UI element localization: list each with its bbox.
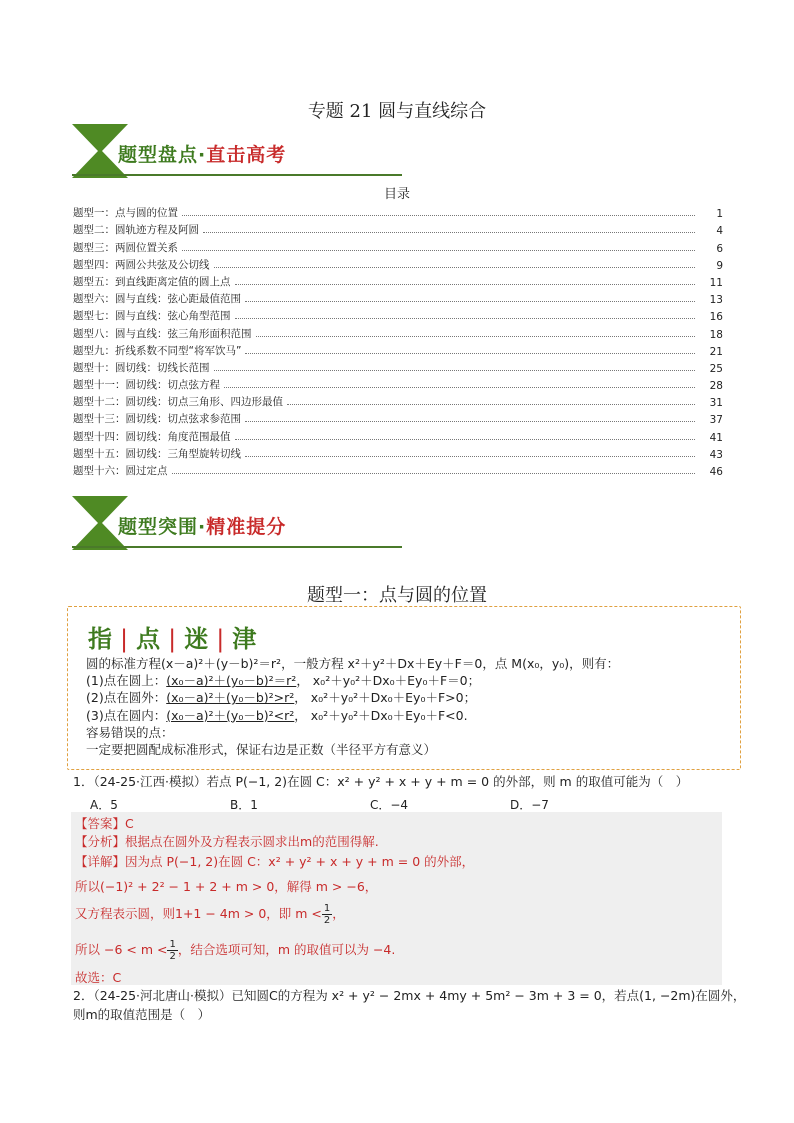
toc-label: 题型二：圆轨迹方程及阿圆 <box>73 224 199 237</box>
banner-text-green: 题型盘点· <box>118 144 207 166</box>
tips-heading: 指 | 点 | 迷 | 津 <box>88 625 259 653</box>
detail-line-2: 所以(−1)² + 2² − 1 + 2 + m > 0，解得 m > −6， <box>75 879 378 894</box>
banner-text-red: 直击高考 <box>206 144 287 166</box>
toc-row[interactable] <box>73 272 723 289</box>
toc-leader <box>235 318 696 319</box>
toc-page: 11 <box>709 276 723 289</box>
tips-line: 容易错误的点： <box>86 724 174 740</box>
toc-row[interactable] <box>73 289 723 306</box>
toc-page: 41 <box>709 431 723 444</box>
toc-page: 4 <box>716 225 723 238</box>
toc-row[interactable] <box>73 358 723 375</box>
tips-line: (2)点在圆外：(x₀－a)²＋(y₀－b)²>r²， x₀²＋y₀²＋Dx₀＋Ey₀＋F>0； <box>86 690 477 706</box>
toc-leader <box>182 215 695 216</box>
tips-line: 一定要把圆配成标准形式，保证右边是正数（半径平方有意义） <box>86 742 437 758</box>
toc-label: 题型九：折线系数不同型“将军饮马” <box>73 344 242 357</box>
toc-leader <box>182 250 695 251</box>
toc-page: 43 <box>709 448 723 461</box>
toc-row[interactable] <box>73 392 723 409</box>
question-1-stem: 1．（24-25·江西·模拟）若点 P(−1, 2)在圆 C：x² + y² + x + y + m = 0 的外部，则 m 的取值可能为（ ） <box>73 774 689 789</box>
toc-row[interactable] <box>73 444 723 461</box>
toc-row[interactable] <box>73 341 723 358</box>
toc-page: 46 <box>709 466 723 478</box>
detail-line-3: 又方程表示圆，则1+1 − 4m > 0，即 m < $\frac{1}{2}$， <box>75 903 345 926</box>
toc-leader <box>224 387 695 388</box>
question-1-options <box>90 796 690 813</box>
toc-row[interactable] <box>73 375 723 392</box>
toc-row[interactable] <box>73 426 723 443</box>
toc-label: 题型一：点与圆的位置 <box>73 207 178 220</box>
toc-label: 题型十五：圆切线：三角型旋转切线 <box>73 447 241 460</box>
answer-line: 【答案】C <box>75 816 134 831</box>
toc-leader <box>256 336 696 337</box>
toc-row[interactable] <box>73 203 723 220</box>
tips-box <box>67 606 741 770</box>
tips-line: (3)点在圆内：(x₀－a)²＋(y₀－b)²<r²， x₀²＋y₀²＋Dx₀＋Ey₀＋F<0. <box>86 707 468 723</box>
toc-page: 28 <box>709 380 723 393</box>
toc-page: 6 <box>716 242 723 255</box>
section-banner-overview <box>72 124 402 178</box>
tips-line: 圆的标准方程(x－a)²＋(y－b)²＝r²，一般方程 x²＋y²＋Dx＋Ey＋F＝0，点 M(x₀，y₀)，则有： <box>86 656 620 671</box>
answer-block <box>71 812 722 985</box>
option-b: B．1 <box>230 798 258 812</box>
toc-label: 题型十四：圆切线：角度范围最值 <box>73 430 231 443</box>
toc-leader <box>214 267 696 268</box>
toc-label: 题型七：圆与直线：弦心角型范围 <box>73 310 231 323</box>
tips-body <box>86 655 619 758</box>
toc-row[interactable] <box>73 306 723 323</box>
toc-page: 9 <box>716 259 723 272</box>
toc-row[interactable] <box>73 323 723 340</box>
toc-leader <box>235 284 696 285</box>
toc-label: 题型八：圆与直线：弦三角形面积范围 <box>73 327 252 340</box>
toc-leader <box>245 301 695 302</box>
toc-label: 题型五：到直线距离定值的圆上点 <box>73 275 231 288</box>
toc-row[interactable] <box>73 461 723 478</box>
toc-label: 题型十：圆切线：切线长范围 <box>73 361 210 374</box>
option-d: D．−7 <box>510 798 549 812</box>
section-title: 题型一：点与圆的位置 <box>307 585 487 606</box>
toc-page: 13 <box>709 294 723 307</box>
toc-leader <box>235 439 696 440</box>
toc-leader <box>214 370 696 371</box>
table-of-contents <box>73 203 723 478</box>
tips-line: (1)点在圆上：(x₀－a)²＋(y₀－b)²＝r²， x₀²＋y₀²＋Dx₀＋Ey₀＋F＝0； <box>86 673 481 689</box>
final-answer: 故选：C <box>75 970 122 985</box>
section-banner-practice <box>72 496 402 550</box>
toc-row[interactable] <box>73 220 723 237</box>
toc-leader <box>287 404 695 405</box>
toc-page: 16 <box>709 311 723 324</box>
toc-page: 21 <box>709 345 723 358</box>
toc-page: 37 <box>709 414 723 427</box>
toc-heading: 目录 <box>383 187 410 202</box>
toc-leader <box>245 353 695 354</box>
toc-page: 1 <box>716 208 723 221</box>
banner-text-green: 题型突围· <box>118 516 207 538</box>
toc-label: 题型四：两圆公共弦及公切线 <box>73 258 210 271</box>
toc-leader <box>245 421 695 422</box>
toc-leader <box>245 456 695 457</box>
toc-label: 题型六：圆与直线：弦心距最值范围 <box>73 293 241 306</box>
banner-text-red: 精准提分 <box>206 516 287 538</box>
detail-line-4: 所以 −6 < m < $\frac{1}{2}$，结合选项可知，m 的取值可以为 −4. <box>75 939 396 962</box>
toc-row[interactable] <box>73 237 723 254</box>
toc-label: 题型十六：圆过定点 <box>73 465 168 477</box>
analysis-line: 【分析】根据点在圆外及方程表示圆求出m的范围得解. <box>75 834 379 849</box>
toc-row[interactable] <box>73 409 723 426</box>
toc-page: 31 <box>709 397 723 410</box>
toc-row[interactable] <box>73 255 723 272</box>
question-2-line-2: 则m的取值范围是（ ） <box>73 1007 211 1022</box>
toc-label: 题型十三：圆切线：切点弦求参范围 <box>73 413 241 426</box>
toc-label: 题型三：两圆位置关系 <box>73 241 178 254</box>
document-title: 专题 21 圆与直线综合 <box>307 101 487 122</box>
toc-page: 25 <box>709 362 723 375</box>
toc-page: 18 <box>709 328 723 341</box>
toc-label: 题型十一：圆切线：切点弦方程 <box>73 379 220 392</box>
option-c: C．−4 <box>370 798 409 812</box>
detail-line-1: 【详解】因为点 P(−1, 2)在圆 C：x² + y² + x + y + m = 0 的外部， <box>75 854 475 869</box>
question-2-line-1: 2．（24-25·河北唐山·模拟）已知圆C的方程为 x² + y² − 2mx + 4my + 5m² − 3m + 3 = 0，若点(1, −2m)在圆外， <box>73 988 746 1003</box>
toc-leader <box>172 473 696 474</box>
toc-label: 题型十二：圆切线：切点三角形、四边形最值 <box>73 396 283 409</box>
toc-leader <box>203 232 695 233</box>
option-a: A．5 <box>90 798 118 812</box>
